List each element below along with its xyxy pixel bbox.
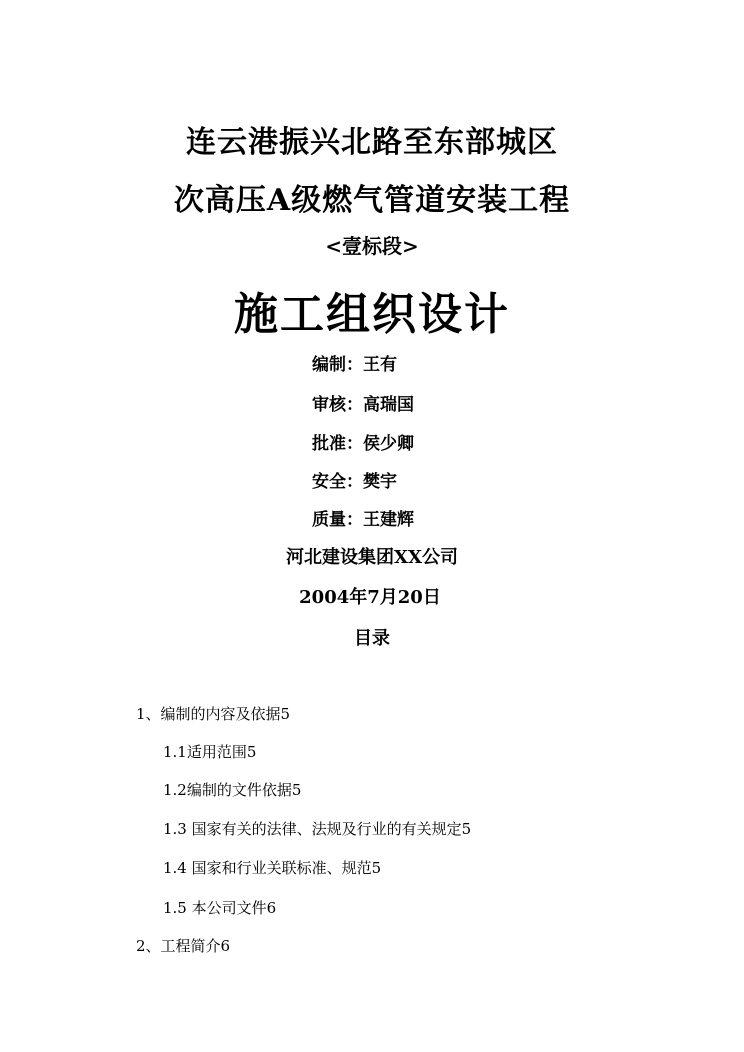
signer-separator: ： (346, 434, 363, 454)
section-label: <壹标段> (325, 234, 419, 258)
signer-name: 樊宇 (363, 472, 397, 492)
toc-entry[interactable]: 1.1适用范围5 (163, 743, 257, 761)
toc-entry[interactable]: 2、工程简介6 (136, 937, 231, 955)
toc-entry[interactable]: 1.2编制的文件依据5 (163, 781, 302, 799)
signer-safety (312, 467, 397, 492)
toc-entry[interactable]: 1、编制的内容及依据5 (136, 705, 291, 723)
company-name: 河北建设集团XX公司 (286, 547, 458, 568)
signer-quality (312, 505, 414, 530)
signer-name: 侯少卿 (363, 434, 414, 454)
toc-entry[interactable]: 1.5 本公司文件6 (163, 899, 277, 917)
signer-label: 编制 (312, 355, 346, 375)
signer-approver (312, 429, 414, 454)
toc-entry[interactable]: 1.3 国家有关的法律、法规及行业的有关规定5 (163, 820, 472, 838)
title-line-2: 次高压A级燃气管道安装工程 (173, 183, 571, 218)
toc-entry[interactable]: 1.4 国家和行业关联标准、规范5 (163, 859, 382, 877)
signer-label: 安全 (312, 472, 346, 492)
signer-name: 王建辉 (363, 510, 414, 530)
toc-title: 目录 (354, 628, 390, 649)
signer-separator: ： (346, 395, 363, 415)
signer-separator: ： (346, 510, 363, 530)
signer-reviewer (312, 390, 414, 415)
signer-compiler (312, 350, 397, 375)
signer-label: 质量 (312, 510, 346, 530)
main-title: 施工组织设计 (234, 289, 510, 340)
title-line-1: 连云港振兴北路至东部城区 (186, 125, 558, 160)
signer-name: 王有 (363, 355, 397, 375)
signer-name: 高瑞国 (363, 395, 414, 415)
signer-separator: ： (346, 355, 363, 375)
document-date: 2004年7月20日 (299, 587, 441, 608)
signer-label: 批准 (312, 434, 346, 454)
signer-separator: ： (346, 472, 363, 492)
signer-label: 审核 (312, 395, 346, 415)
